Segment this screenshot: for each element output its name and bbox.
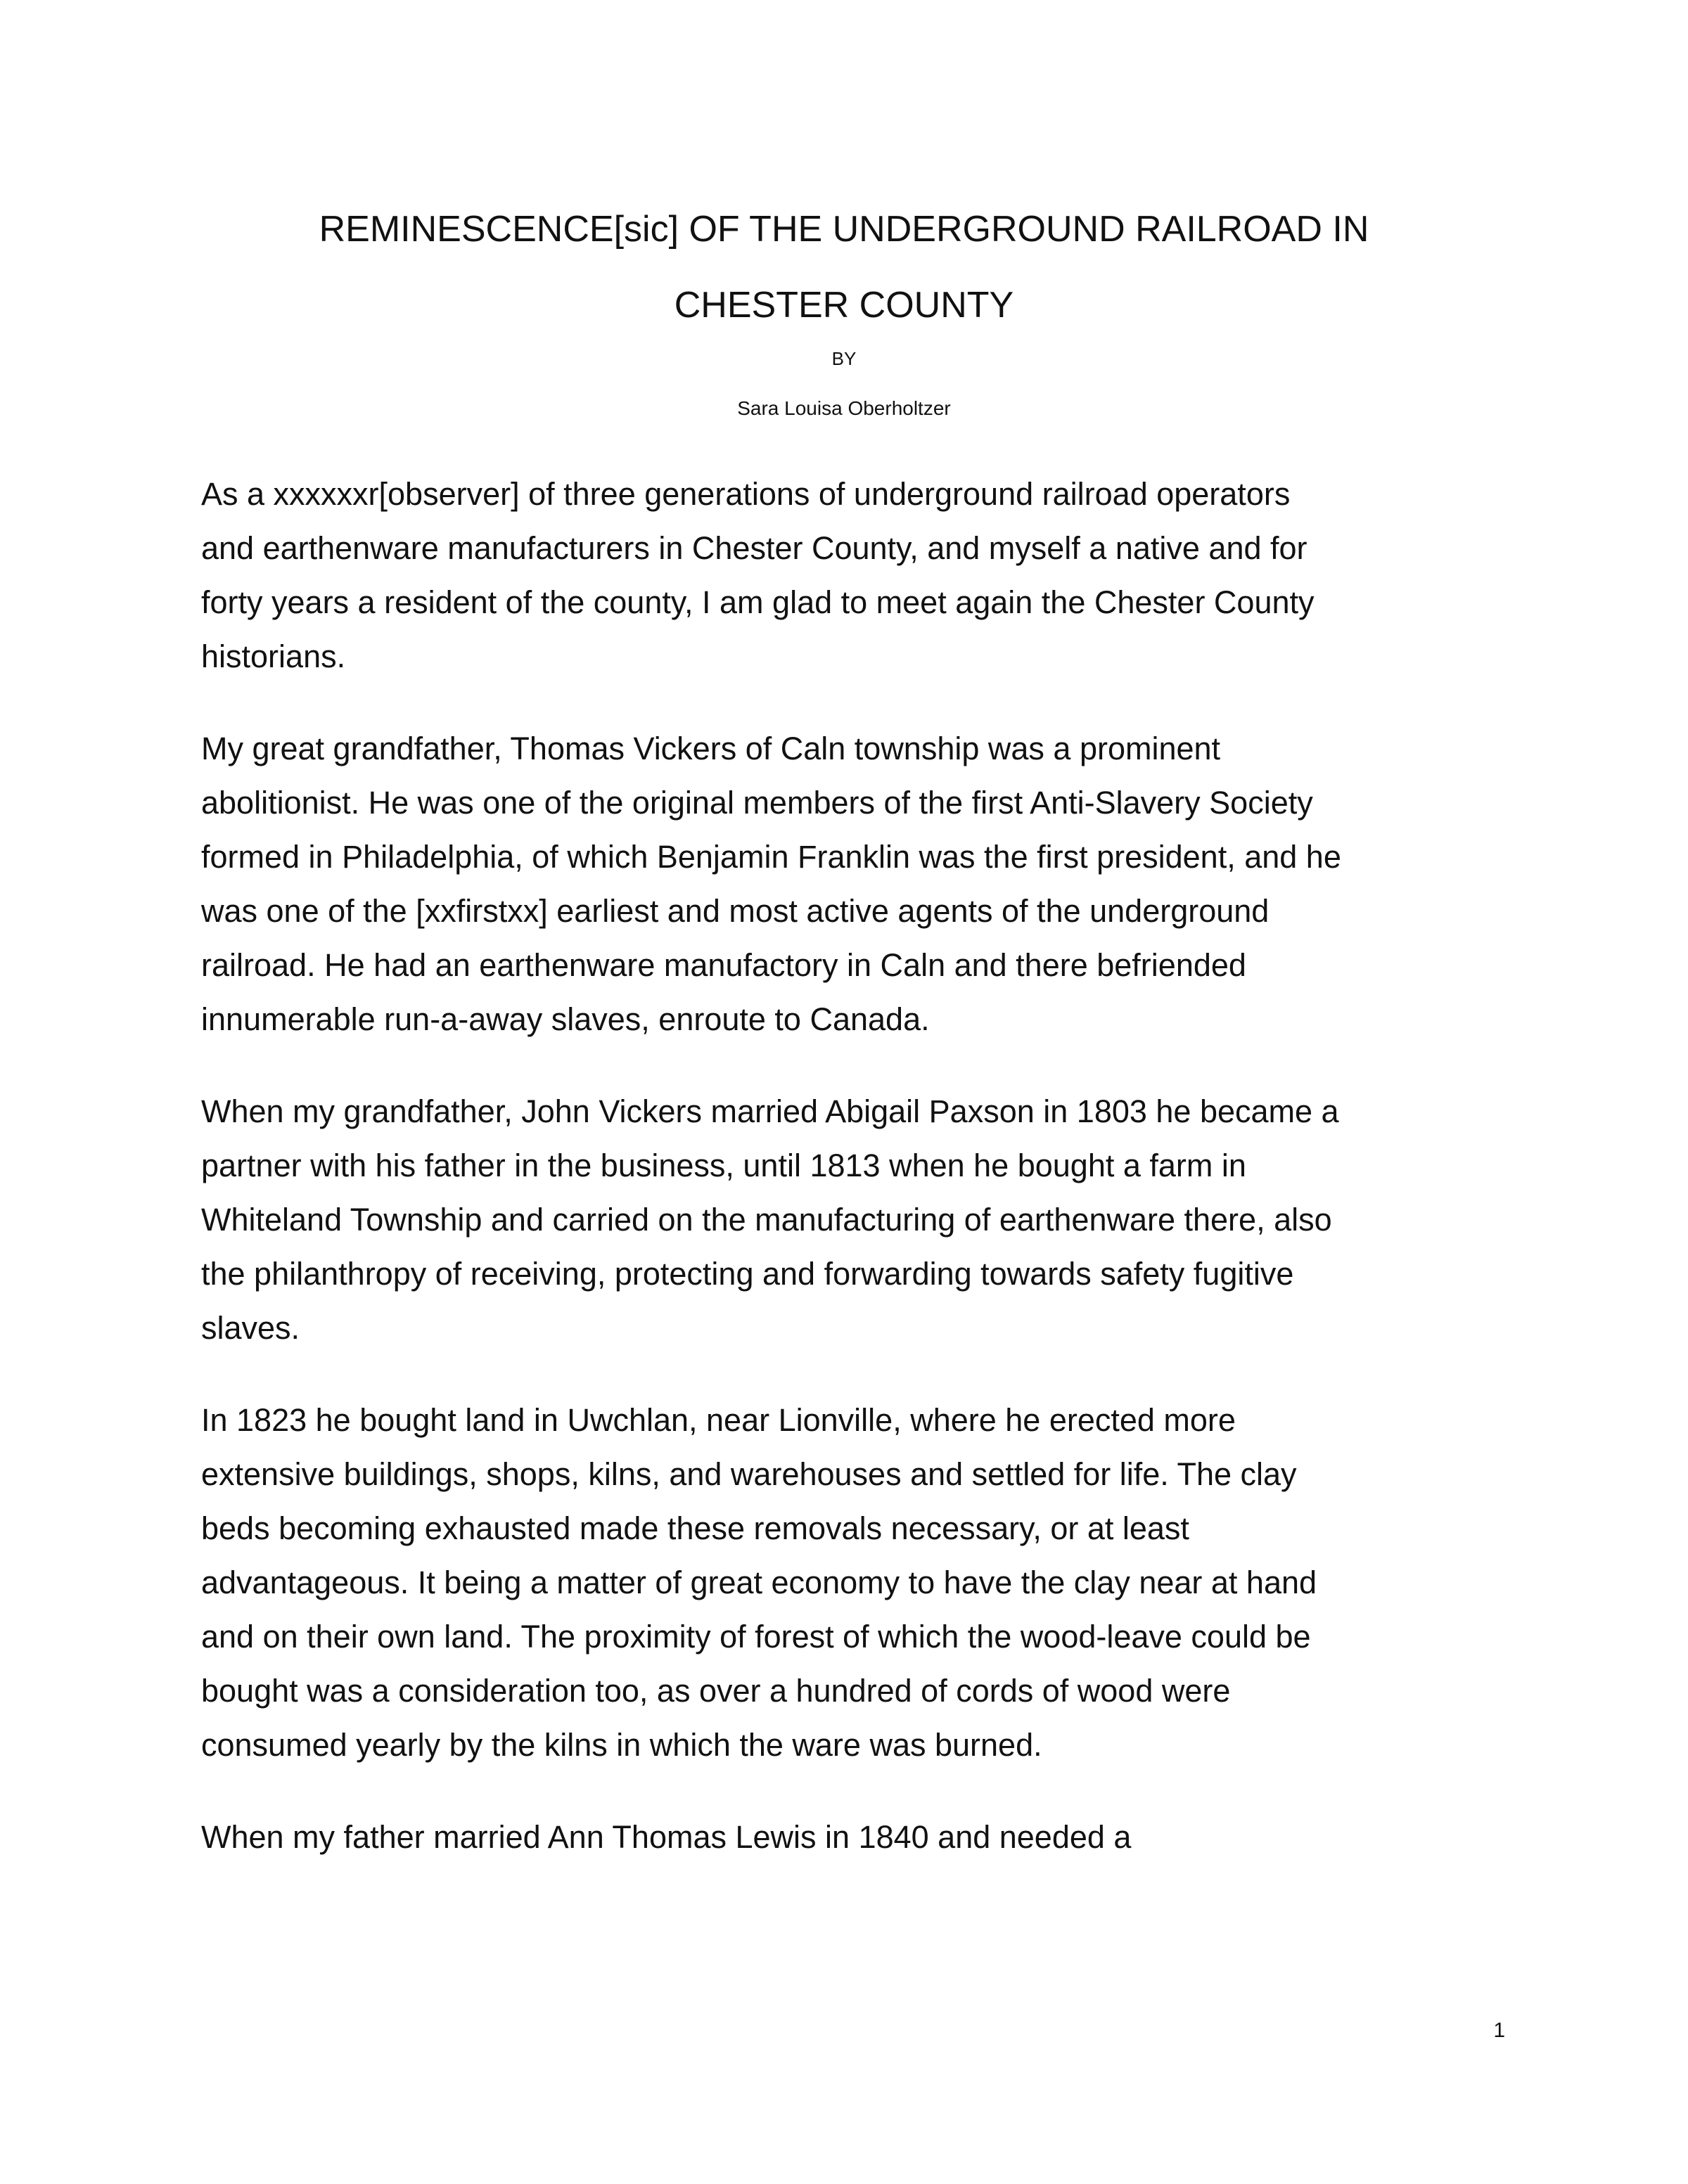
text-line: and on their own land. The proximity of forest of which the wood-leave could be (201, 1619, 1311, 1655)
paragraph-4 (201, 1393, 1516, 1772)
text-line: formed in Philadelphia, of which Benjamin Franklin was the first president, and he (201, 839, 1341, 875)
text-line: Whiteland Township and carried on the manufacturing of earthenware there, also (201, 1202, 1332, 1238)
paragraph-3 (201, 1084, 1516, 1355)
text-line: When my grandfather, John Vickers married Abigail Paxson in 1803 he became a (201, 1093, 1339, 1129)
paragraph-1 (201, 467, 1516, 683)
text-line: slaves. (201, 1310, 300, 1346)
text-line: As a xxxxxxr[observer] of three generations of underground railroad operators (201, 476, 1291, 512)
paragraph-2 (201, 721, 1516, 1046)
text-line: the philanthropy of receiving, protecting and forwarding towards safety fugitive (201, 1256, 1294, 1292)
paragraph-5 (201, 1810, 1516, 1864)
text-line: My great grandfather, Thomas Vickers of Caln township was a prominent (201, 731, 1221, 766)
document-body (201, 467, 1516, 1902)
text-line: beds becoming exhausted made these removals necessary, or at least (201, 1510, 1189, 1546)
author-name: Sara Louisa Oberholtzer (737, 397, 951, 419)
title-line-2: CHESTER COUNTY (674, 285, 1014, 326)
text-line: innumerable run-a-away slaves, enroute to Canada. (201, 1001, 930, 1037)
text-line: When my father married Ann Thomas Lewis in 1840 and needed a (201, 1819, 1132, 1855)
text-line: partner with his father in the business, until 1813 when he bought a farm in (201, 1148, 1246, 1183)
text-line: extensive buildings, shops, kilns, and warehouses and settled for life. The clay (201, 1456, 1297, 1492)
text-line: was one of the [xxfirstxx] earliest and most active agents of the underground (201, 893, 1270, 929)
text-line: and earthenware manufacturers in Chester County, and myself a native and for (201, 530, 1307, 566)
text-line: historians. (201, 638, 346, 674)
text-line: bought was a consideration too, as over a hundred of cords of wood were (201, 1673, 1231, 1709)
text-line: forty years a resident of the county, I am glad to meet again the Chester County (201, 584, 1315, 620)
title-line-1: REMINESCENCE[sic] OF THE UNDERGROUND RAILROAD IN (319, 209, 1369, 250)
text-line: abolitionist. He was one of the original members of the first Anti-Slavery Society (201, 785, 1313, 821)
text-line: In 1823 he bought land in Uwchlan, near Lionville, where he erected more (201, 1402, 1236, 1438)
text-line: consumed yearly by the kilns in which the ware was burned. (201, 1727, 1042, 1763)
byline-label: BY (831, 348, 857, 369)
page-number: 1 (1493, 2019, 1505, 2042)
text-line: advantageous. It being a matter of great economy to have the clay near at hand (201, 1565, 1317, 1600)
text-line: railroad. He had an earthenware manufactory in Caln and there befriended (201, 947, 1246, 983)
